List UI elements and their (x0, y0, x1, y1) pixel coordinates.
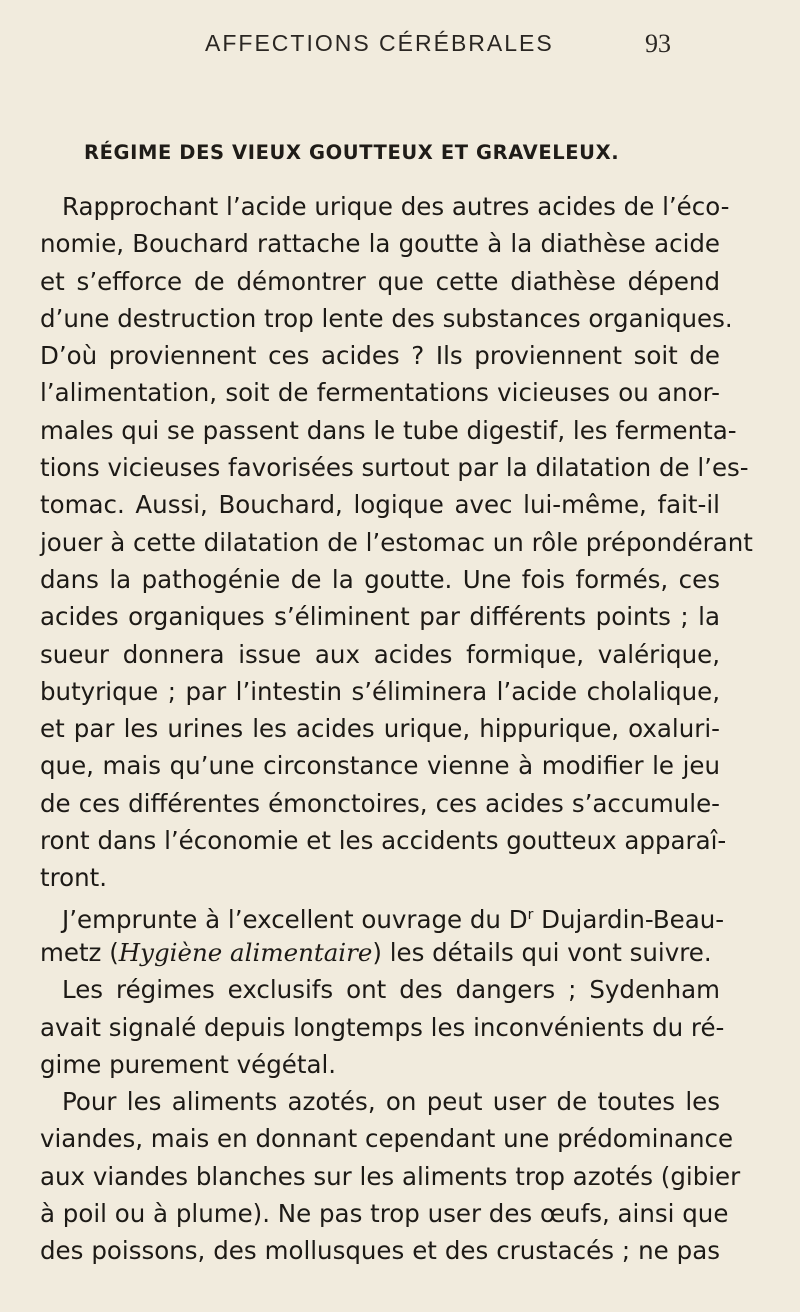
text-line: viandes, mais en donnant cependant une prédominance (40, 1124, 734, 1154)
text-line-book (40, 934, 720, 971)
text-segment: J’emprunte à l’excellent ouvrage du D (62, 904, 528, 934)
text-line: males qui se passent dans le tube digestif, les fermenta- (40, 415, 737, 445)
text-line: gime purement végétal. (40, 1049, 337, 1079)
text-line: des poissons, des mollusques et des crustacés ; ne pas (40, 1236, 720, 1266)
book-title: Hygiène alimentaire (118, 937, 373, 967)
text-line: avait signalé depuis longtemps les inconvénients du ré- (40, 1012, 725, 1042)
text-line: Pour les aliments azotés, on peut user de toutes les (62, 1087, 720, 1117)
text-line: ront dans l’économie et les accidents goutteux apparaî- (40, 826, 727, 856)
text-line: Rapprochant l’acide urique des autres acides de l’éco- (62, 192, 730, 221)
page-number: 93 (645, 29, 671, 58)
text-line: et par les urines les acides urique, hippurique, oxaluri- (40, 714, 720, 744)
text-segment: ) les détails qui vont suivre. (372, 937, 712, 967)
running-title: AFFECTIONS CÉRÉBRALES (205, 30, 554, 56)
text-line-citation (40, 897, 725, 934)
text-line: butyrique ; par l’intestin s’éliminera l’acide cholalique, (40, 676, 720, 706)
text-line: de ces différentes émonctoires, ces acides s’accumule- (40, 788, 720, 818)
text-line: tront. (40, 863, 108, 893)
section-heading: RÉGIME DES VIEUX GOUTTEUX ET GRAVELEUX. (84, 141, 620, 164)
text-line: sueur donnera issue aux acides formique, valérique, (40, 639, 720, 669)
text-line: dans la pathogénie de la goutte. Une fois formés, ces (40, 564, 720, 594)
text-segment: Dujardin-Beau- (533, 904, 725, 934)
text-line: que, mais qu’une circonstance vienne à modifier le jeu (40, 751, 720, 781)
text-line: acides organiques s’éliminent par différents points ; la (40, 602, 720, 632)
doctor-superscript: r (527, 906, 534, 923)
text-line: l’alimentation, soit de fermentations vicieuses ou anor- (40, 378, 720, 408)
text-line: et s’efforce de démontrer que cette diathèse dépend (40, 266, 720, 296)
text-line: tions vicieuses favorisées surtout par la dilatation de l’es- (40, 453, 749, 483)
running-head (0, 30, 800, 64)
text-line: jouer à cette dilatation de l’estomac un rôle prépondérant (40, 527, 753, 557)
text-line: à poil ou à plume). Ne pas trop user des œufs, ainsi que (40, 1199, 729, 1229)
text-segment: metz ( (40, 937, 119, 967)
body-text (40, 188, 753, 1270)
text-line: nomie, Bouchard rattache la goutte à la diathèse acide (40, 229, 720, 259)
text-line: tomac. Aussi, Bouchard, logique avec lui-même, fait-il (40, 490, 720, 520)
text-line: d’une destruction trop lente des substances organiques. (40, 303, 733, 333)
text-line: Les régimes exclusifs ont des dangers ; Sydenham (62, 975, 720, 1005)
text-line: aux viandes blanches sur les aliments trop azotés (gibier (40, 1161, 741, 1191)
text-line: D’où proviennent ces acides ? Ils proviennent soit de (40, 341, 720, 371)
